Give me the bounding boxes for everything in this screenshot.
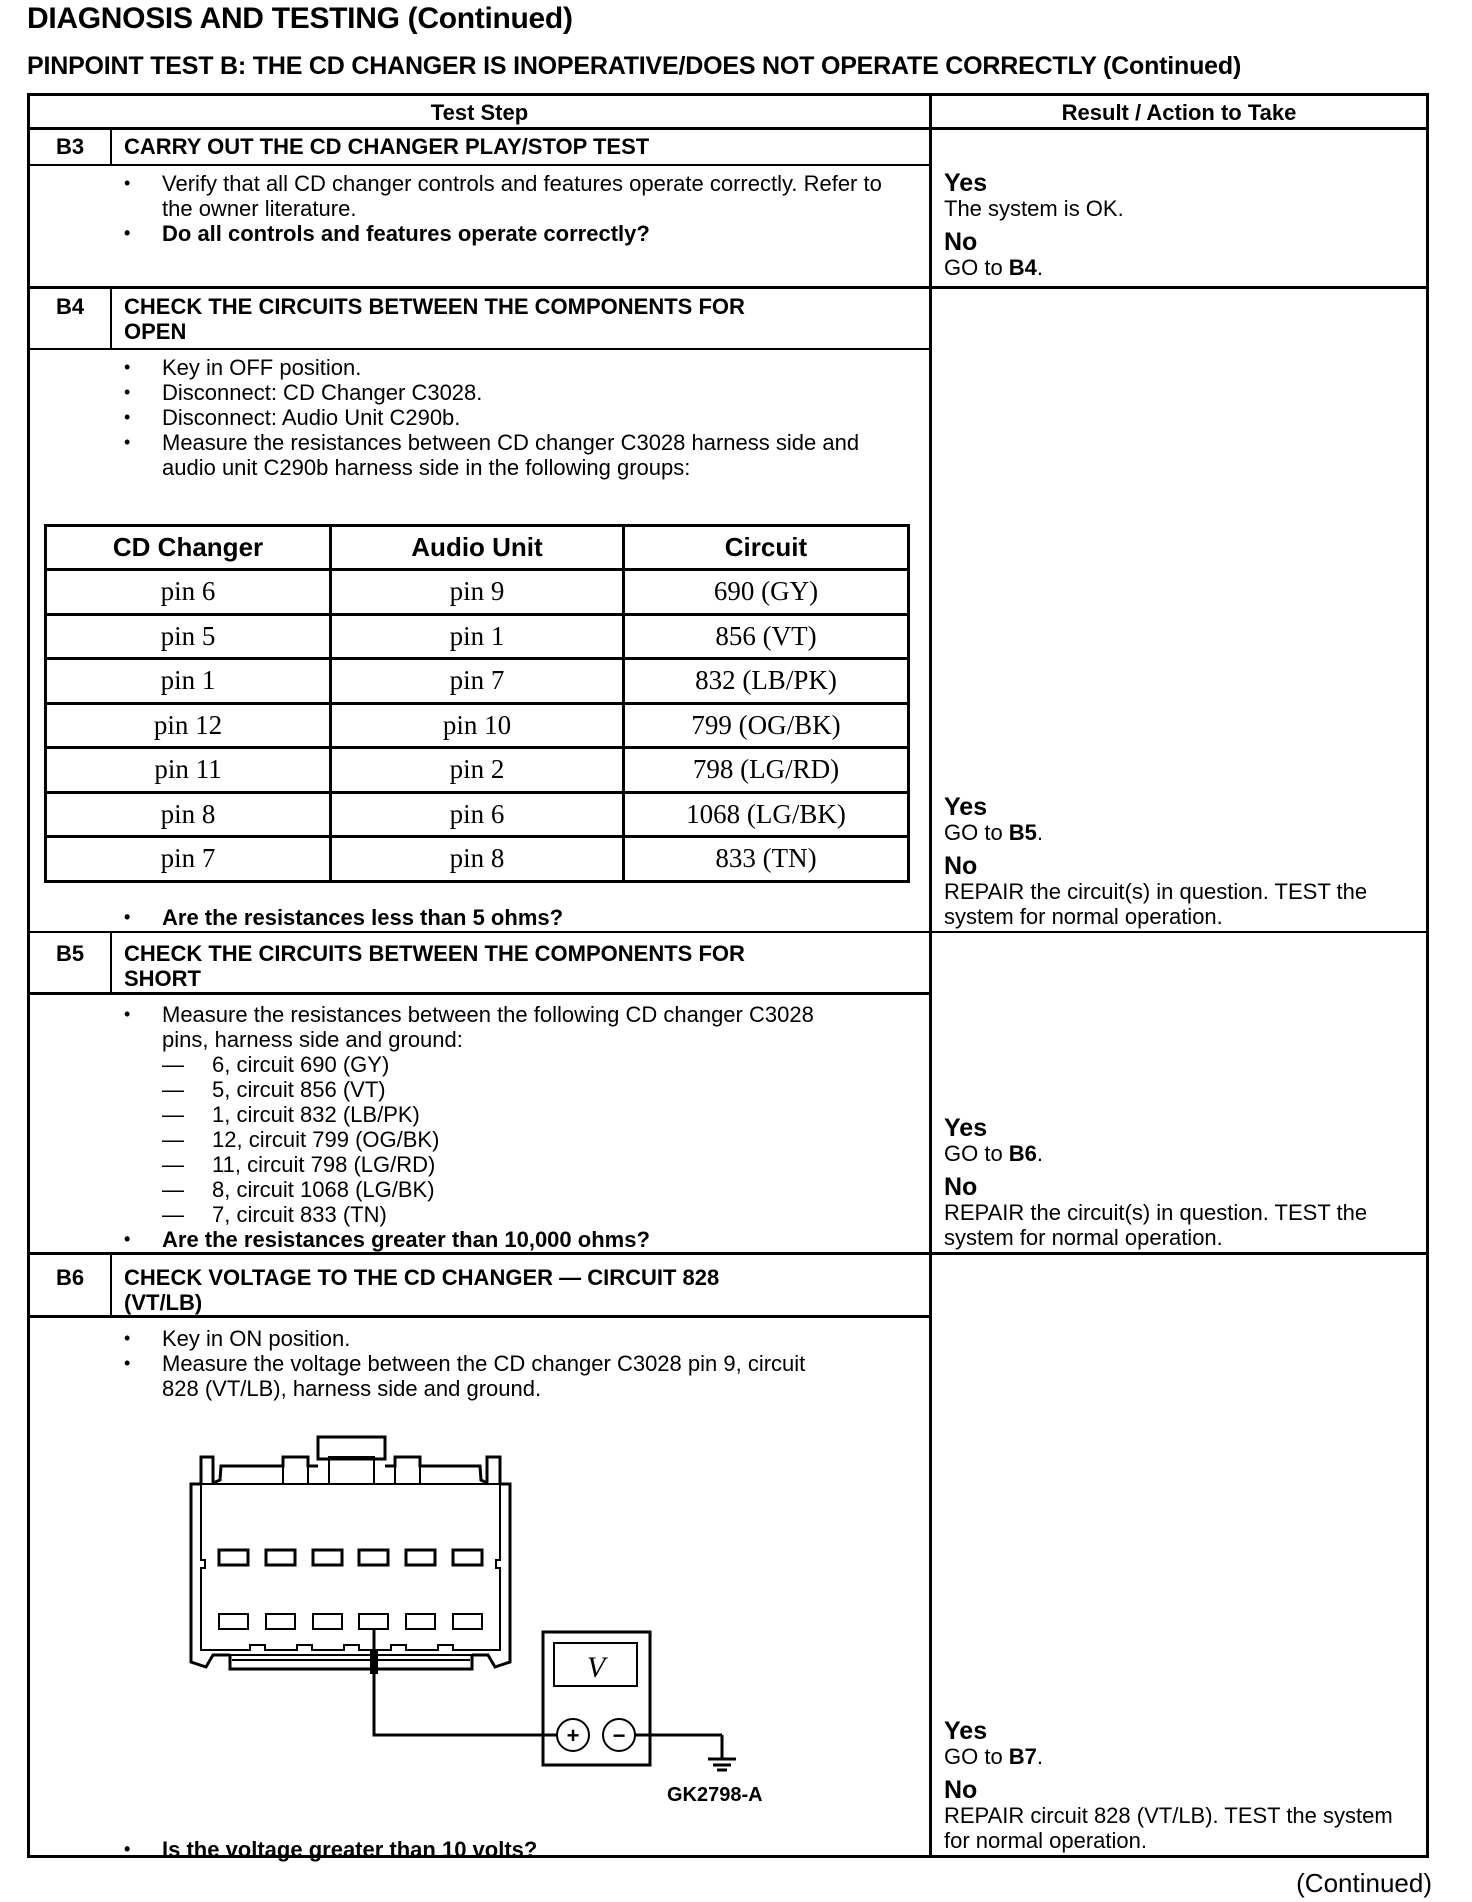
plus-terminal-icon: + <box>566 1723 580 1748</box>
step-id-b5: B5 <box>55 941 85 966</box>
continued-label: (Continued) <box>1296 1868 1432 1898</box>
table-cell: pin 2 <box>331 748 624 793</box>
table-cell: pin 1 <box>46 659 331 704</box>
step-title-line: CHECK VOLTAGE TO THE CD CHANGER — CIRCUIT 828 <box>124 1265 720 1290</box>
pin-list-item: — 6, circuit 690 (GY) <box>162 1052 762 1077</box>
pin-list-item: — 5, circuit 856 (VT) <box>162 1077 762 1102</box>
instruction-item: • Disconnect: Audio Unit C290b. <box>124 405 884 430</box>
goto-step-link: B4 <box>1008 255 1037 280</box>
table-cell: 833 (TN) <box>623 837 908 882</box>
yes-action-suffix: . <box>1036 820 1044 845</box>
minus-terminal-icon: − <box>612 1723 626 1748</box>
no-label: No <box>944 852 978 880</box>
table-cell: pin 10 <box>331 703 624 748</box>
step-id-b3: B3 <box>55 134 85 159</box>
instruction-item: • Measure the resistances between CD changer C3028 harness side and audio unit C290b harness side in the following groups: <box>124 430 884 480</box>
table-cell: pin 8 <box>331 837 624 882</box>
instruction-item: • Key in ON position. <box>124 1326 844 1351</box>
table-cell: 832 (LB/PK) <box>623 659 908 704</box>
step-b6-question <box>124 1837 904 1862</box>
table-cell: pin 5 <box>46 614 331 659</box>
ground-icon <box>708 1759 736 1770</box>
step-title-line: SHORT <box>124 966 201 991</box>
table-cell: 799 (OG/BK) <box>623 703 908 748</box>
table-cell: pin 1 <box>331 614 624 659</box>
table-cell: pin 6 <box>331 792 624 837</box>
instruction-item: • Key in OFF position. <box>124 355 884 380</box>
step-question: • Are the resistances less than 5 ohms? <box>124 905 904 930</box>
no-action: REPAIR the circuit(s) in question. TEST the system for normal operation. <box>944 1200 1368 1250</box>
no-label: No <box>944 228 978 256</box>
yes-label: Yes <box>944 1114 988 1142</box>
yes-action-suffix: . <box>1036 1141 1044 1166</box>
table-cell: 798 (LG/RD) <box>623 748 908 793</box>
table-cell: 1068 (LG/BK) <box>623 792 908 837</box>
table-cell: pin 7 <box>46 837 331 882</box>
goto-step-link: B6 <box>1008 1141 1037 1166</box>
step-id-b6: B6 <box>55 1265 85 1290</box>
table-cell: pin 9 <box>331 570 624 615</box>
column-header: Circuit <box>623 526 908 570</box>
no-action-suffix: . <box>1036 255 1044 280</box>
yes-action-text: GO to <box>944 1141 1009 1166</box>
pin-list-item: — 8, circuit 1068 (LG/BK) <box>162 1177 762 1202</box>
step-question: • Do all controls and features operate correctly? <box>124 221 904 246</box>
step-title-line: OPEN <box>124 319 187 344</box>
step-title-line: (VT/LB) <box>124 1290 203 1315</box>
instruction-item: • Verify that all CD changer controls and features operate correctly. Refer to the owner literature. <box>124 171 904 221</box>
table-cell: pin 6 <box>46 570 331 615</box>
figure-label: GK2798-A <box>667 1784 763 1806</box>
step-question: • Is the voltage greater than 10 volts? <box>124 1837 904 1862</box>
table-cell: 856 (VT) <box>623 614 908 659</box>
yes-action: The system is OK. <box>944 196 1124 221</box>
column-header: Audio Unit <box>331 526 624 570</box>
yes-action-text: GO to <box>944 1744 1009 1769</box>
page-title: DIAGNOSIS AND TESTING (Continued) <box>27 2 573 35</box>
instruction-text: Measure the resistances between the following CD changer C3028 pins, harness side and ground: <box>162 1002 814 1052</box>
table-cell: pin 8 <box>46 792 331 837</box>
yes-action-suffix: . <box>1036 1744 1044 1769</box>
table-cell: pin 7 <box>331 659 624 704</box>
instruction-item: • Measure the voltage between the CD changer C3028 pin 9, circuit 828 (VT/LB), harness side and ground. <box>124 1351 844 1401</box>
instruction-item: • Disconnect: CD Changer C3028. <box>124 380 884 405</box>
pin-list-item: — 11, circuit 798 (LG/RD) <box>162 1152 762 1177</box>
pinpoint-test-title: PINPOINT TEST B: THE CD CHANGER IS INOPERATIVE/DOES NOT OPERATE CORRECTLY (Continued) <box>27 52 1242 80</box>
yes-label: Yes <box>944 169 988 197</box>
step-title-line: CHECK THE CIRCUITS BETWEEN THE COMPONENTS FOR <box>124 294 745 319</box>
no-label: No <box>944 1173 978 1201</box>
table-cell: pin 12 <box>46 703 331 748</box>
table-cell: pin 11 <box>46 748 331 793</box>
connector-c3028-icon <box>191 1437 510 1669</box>
no-action: REPAIR circuit 828 (VT/LB). TEST the system for normal operation. <box>944 1803 1393 1853</box>
yes-action <box>944 1744 1404 1769</box>
no-action: REPAIR the circuit(s) in question. TEST the system for normal operation. <box>944 879 1368 929</box>
goto-step-link: B7 <box>1008 1744 1037 1769</box>
column-header-result: Result / Action to Take <box>1061 100 1297 125</box>
step-question: • Are the resistances greater than 10,000 ohms? <box>124 1227 904 1252</box>
yes-action-text: GO to <box>944 820 1009 845</box>
table-cell: 690 (GY) <box>623 570 908 615</box>
pin-list-item: — 7, circuit 833 (TN) <box>162 1202 762 1227</box>
pin-list-item: — 1, circuit 832 (LB/PK) <box>162 1102 762 1127</box>
column-header: CD Changer <box>46 526 331 570</box>
step-title-line: CHECK THE CIRCUITS BETWEEN THE COMPONENTS FOR <box>124 941 745 966</box>
no-label: No <box>944 1776 978 1804</box>
no-action-text: GO to <box>944 255 1009 280</box>
column-header-test-step: Test Step <box>430 100 529 125</box>
yes-label: Yes <box>944 793 988 821</box>
step-id-b4: B4 <box>55 294 85 319</box>
step-title-b3: CARRY OUT THE CD CHANGER PLAY/STOP TEST <box>124 134 650 159</box>
voltmeter-symbol: V <box>586 1651 606 1684</box>
goto-step-link: B5 <box>1008 820 1037 845</box>
result-b6 <box>944 1718 1404 1853</box>
pin-list-item: — 12, circuit 799 (OG/BK) <box>162 1127 762 1152</box>
yes-label: Yes <box>944 1717 988 1745</box>
